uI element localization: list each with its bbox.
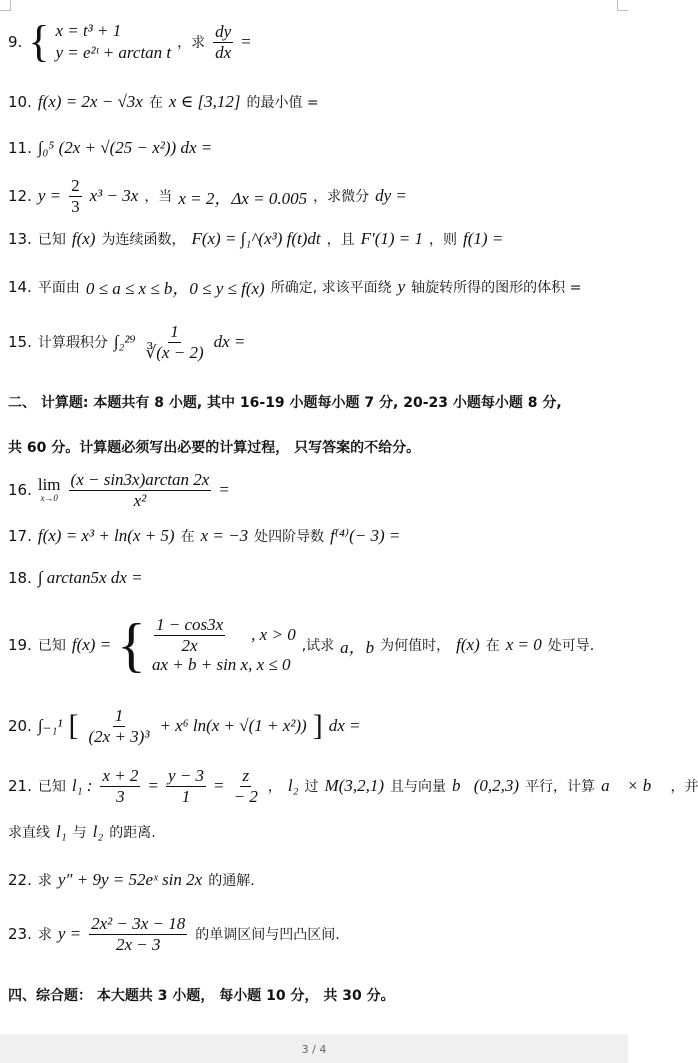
question-text: ，且 — [326, 232, 355, 248]
question-text: 在 — [148, 95, 163, 111]
left-bracket: [ — [68, 709, 79, 743]
math-expression: x = 2，Δx = 0.005 — [178, 188, 308, 208]
question-text: 求 — [37, 873, 52, 889]
question-19 — [8, 612, 595, 679]
section-heading: 四、综合题： 本大题共 3 小题， 每小题 10 分， 共 30 分。 — [8, 988, 395, 1004]
line-fraction-y — [166, 766, 206, 806]
denominator: ∛(x − 2) — [145, 342, 204, 362]
limit-fraction — [69, 470, 212, 510]
question-text: 为连续函数， — [101, 232, 186, 248]
numerator: dy — [215, 22, 232, 42]
question-text: 平面由 — [37, 279, 80, 296]
denominator: 3 — [71, 196, 80, 216]
function-fraction — [89, 914, 187, 954]
math-expression: x³ − 3x — [89, 186, 139, 206]
question-text: 的距离. — [109, 825, 156, 841]
integrand-fraction — [143, 322, 205, 362]
limit-label: lim — [37, 474, 61, 494]
denominator: x² — [133, 490, 147, 510]
math-expression: l₂ — [287, 776, 299, 796]
question-17 — [8, 526, 400, 546]
question-number: 17. — [8, 527, 32, 545]
question-number: 18. — [8, 569, 32, 587]
question-number: 16. — [8, 481, 32, 500]
math-expression: dx = — [213, 332, 246, 352]
question-text: 在 — [485, 638, 500, 655]
math-expression: a，b — [340, 637, 375, 657]
math-expression: 0 ≤ a ≤ x ≤ b，0 ≤ y ≤ f(x) — [85, 279, 265, 298]
equation-system — [55, 20, 171, 64]
math-expression: x = −3 — [200, 526, 249, 545]
math-expression: f(x) = x³ + ln(x + 5) — [37, 526, 175, 545]
question-text: 在 — [180, 529, 195, 545]
question-23 — [8, 914, 340, 954]
question-text: 计算瑕积分 — [37, 335, 108, 352]
numerator: x + 2 — [102, 766, 139, 785]
question-number: 19. — [8, 636, 32, 655]
limit-operator — [38, 476, 61, 505]
question-text: 过 — [304, 779, 319, 796]
question-18 — [8, 568, 143, 588]
question-12 — [8, 176, 407, 216]
case-1-fraction — [154, 615, 225, 655]
question-9 — [8, 17, 251, 67]
math-expression: f(x) = 2x − √3x — [37, 92, 143, 111]
question-text: 的单调区间与凹凸区间. — [195, 927, 340, 944]
question-text: 处可导. — [547, 638, 595, 655]
question-number: 10. — [8, 93, 32, 111]
denominator: 2x − 3 — [115, 934, 161, 954]
numerator: (x − sin3x)arctan 2x — [70, 470, 210, 489]
math-expression: y″ + 9y = 52eˣ sin 2x — [57, 870, 203, 889]
denominator: 1 — [181, 786, 191, 806]
question-text: 的最小值 = — [246, 95, 319, 111]
question-text: 且与向量 — [390, 779, 447, 796]
section-heading: 二、 计算题: 本题共有 8 小题, 其中 16-19 小题每小题 7 分, 20-23 小题每小题 8 分, — [8, 395, 562, 411]
question-text: 求 — [37, 927, 52, 944]
case-2: ax + b + sin x, x ≤ 0 — [151, 655, 291, 675]
math-expression: x ∈ [3,12] — [168, 92, 241, 111]
limit-subscript: x→0 — [40, 493, 58, 504]
system-x: x = t³ + 1 — [55, 21, 122, 40]
section-note: 共 60 分。计算题必须写出必要的计算过程， 只写答案的不给分。 — [8, 440, 421, 456]
math-expression: y = — [57, 924, 82, 944]
question-20 — [8, 706, 360, 746]
math-expression: f(x) — [456, 635, 480, 655]
question-text: 已知 — [37, 779, 66, 796]
math-expression: dx = — [328, 716, 361, 736]
equals-sign: = — [214, 776, 224, 796]
math-expression: f(x) — [71, 229, 96, 248]
math-expression: F′(1) = 1 — [360, 229, 424, 248]
question-10 — [8, 92, 319, 112]
question-21 — [8, 766, 698, 806]
math-expression: y — [397, 276, 406, 296]
question-text: 的通解. — [208, 873, 255, 889]
math-expression: y = — [37, 186, 62, 206]
numerator: 1 − cos3x — [155, 615, 224, 634]
math-expression: b⃗(0,2,3) — [452, 776, 520, 796]
question-text: 已知 — [37, 638, 66, 655]
denominator: 2x — [181, 635, 198, 655]
math-expression: l₁ — [56, 822, 67, 841]
case-1 — [152, 615, 296, 655]
question-number: 21. — [8, 777, 32, 796]
math-expression: f(x) = — [71, 635, 112, 655]
equals-sign: = — [148, 776, 159, 796]
math-expression: a⃗ × b⃗ — [601, 776, 665, 796]
math-expression: dy = — [375, 186, 407, 206]
equals-sign: = — [241, 32, 251, 52]
question-text: 平行，计算 — [525, 779, 596, 796]
numerator: z — [242, 766, 250, 785]
question-text: 轴旋转所得的图形的体积 = — [411, 279, 582, 296]
denominator: dx — [215, 42, 232, 62]
math-expression: l₁ : — [71, 776, 93, 796]
page-corner-mark — [617, 0, 628, 11]
question-21-continuation — [8, 822, 156, 842]
question-text: ，则 — [429, 232, 458, 248]
line-fraction-x — [100, 766, 140, 806]
question-number: 13. — [8, 230, 32, 248]
question-11 — [8, 138, 212, 158]
question-text: ，求 — [177, 35, 206, 52]
question-14 — [8, 274, 581, 299]
question-number: 23. — [8, 925, 32, 944]
math-expression: f⁽⁴⁾(− 3) = — [330, 526, 401, 545]
question-text: 为何值时， — [380, 638, 451, 655]
question-text: ,试求 — [301, 638, 335, 655]
system-brace: { — [28, 17, 50, 67]
question-text: 求直线 — [8, 825, 50, 841]
case-1-condition: , x > 0 — [251, 624, 296, 644]
question-text: 所确定, 求该平面绕 — [270, 279, 392, 296]
math-expression: f(1) = — [463, 229, 504, 248]
question-15 — [8, 322, 245, 362]
denominator: 3 — [116, 786, 125, 806]
denominator: − 2 — [233, 786, 258, 806]
question-number: 15. — [8, 333, 32, 352]
numerator: y − 3 — [168, 766, 205, 785]
right-bracket: ] — [312, 709, 323, 743]
question-13 — [8, 229, 503, 249]
numerator: 1 — [170, 322, 179, 341]
page-corner-mark — [0, 0, 11, 11]
piecewise-brace: { — [117, 612, 146, 679]
math-expression: + x⁶ ln(x + √(1 + x²)) — [159, 716, 307, 736]
page-indicator: 3 / 4 — [301, 1043, 327, 1056]
math-expression: l₂ — [92, 822, 104, 841]
numerator: 1 — [114, 706, 124, 725]
question-number: 12. — [8, 187, 32, 206]
question-text: 处四阶导数 — [254, 529, 325, 545]
question-text: ，当 — [144, 189, 173, 206]
math-expression: x = 0 — [505, 635, 542, 655]
question-text: ，求微分 — [313, 189, 370, 206]
integral-sign: ∫₋₁¹ — [37, 716, 63, 736]
question-number: 22. — [8, 871, 32, 889]
line-fraction-z — [232, 766, 260, 806]
question-text: ， — [267, 779, 282, 796]
question-22 — [8, 870, 255, 890]
integral-sign: ∫₂²⁹ — [113, 332, 136, 352]
question-number: 20. — [8, 717, 32, 736]
numerator: 2 — [71, 176, 80, 195]
denominator: (2x + 3)³ — [88, 726, 150, 746]
question-text: 与 — [72, 825, 87, 841]
question-number: 14. — [8, 277, 32, 296]
question-number: 9. — [8, 33, 23, 52]
derivative-fraction — [213, 22, 233, 62]
coefficient-fraction — [69, 176, 82, 216]
math-expression: ∫ arctan5x dx = — [37, 568, 143, 587]
piecewise-cases — [152, 615, 296, 675]
math-expression: ∫₀⁵ (2x + √(25 − x²)) dx = — [37, 138, 213, 157]
question-text: 已知 — [37, 232, 66, 248]
math-expression: M(3,2,1) — [324, 776, 385, 796]
question-text: ，并 — [670, 779, 698, 796]
equals-sign: = — [219, 480, 229, 500]
system-y: y = e²ᵗ + arctan t — [55, 43, 172, 63]
question-16 — [8, 470, 229, 510]
math-expression: F(x) = ∫₁^(x³) f(t)dt — [191, 229, 321, 248]
question-number: 11. — [8, 139, 32, 157]
numerator: 2x² − 3x − 18 — [91, 914, 186, 933]
integrand-fraction — [87, 706, 152, 746]
